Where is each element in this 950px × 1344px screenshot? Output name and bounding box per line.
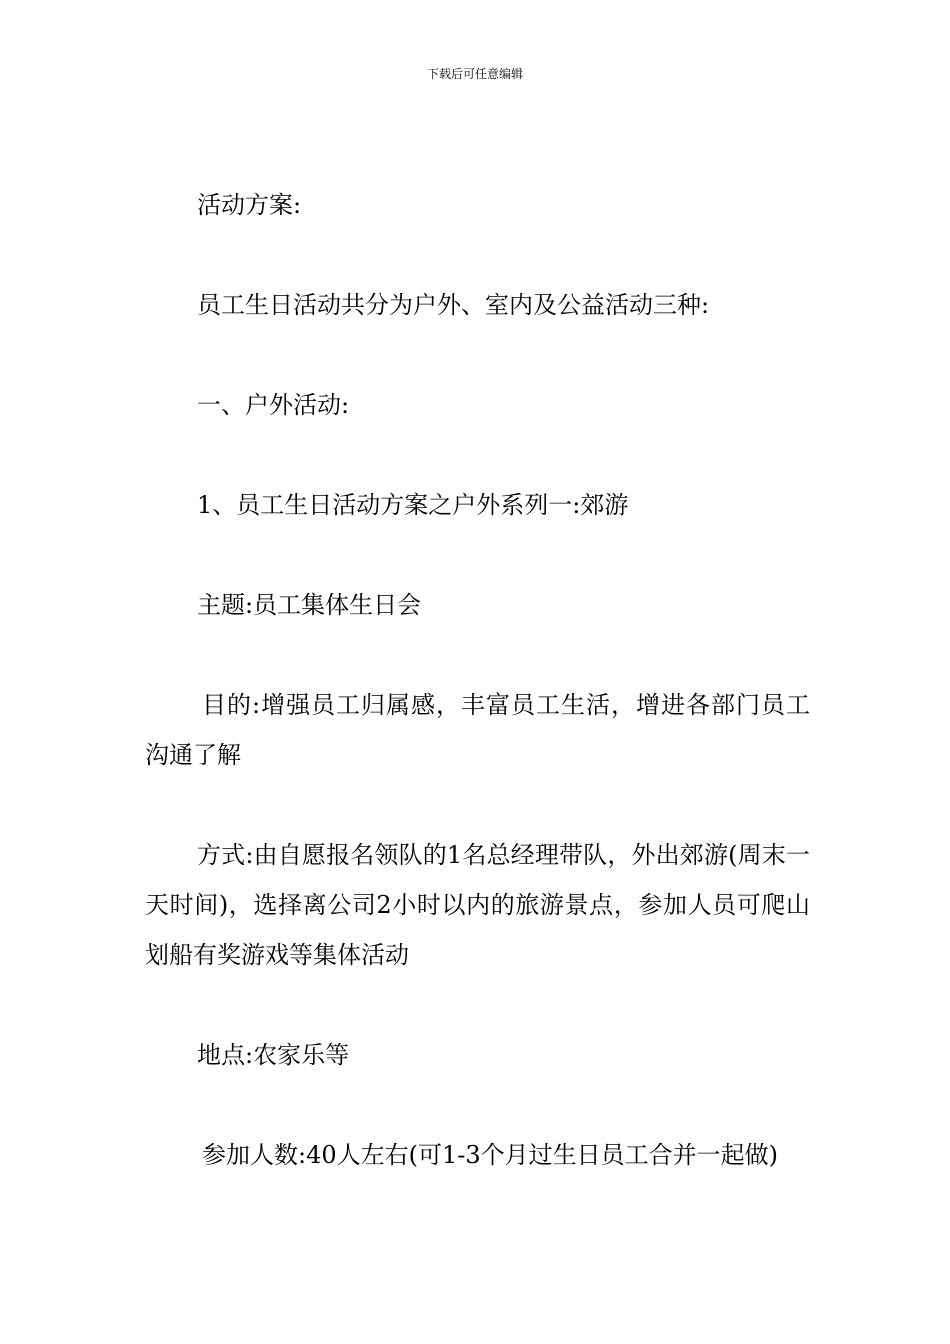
document-body xyxy=(145,180,810,1230)
heading-outdoor-activities: 一、户外活动: xyxy=(197,391,350,419)
paragraph-purpose: 目的:增强员工归属感，丰富员工生活，增进各部门员工沟通了解 xyxy=(145,691,810,769)
paragraph-location: 地点:农家乐等 xyxy=(197,1041,350,1069)
heading-outdoor-series-one: 1、员工生日活动方案之户外系列一:郊游 xyxy=(197,491,629,519)
paragraph-participants: 参加人数:40人左右(可1-3个月过生日员工合并一起做) xyxy=(202,1141,778,1169)
paragraph-activity-types: 员工生日活动共分为户外、室内及公益活动三种: xyxy=(197,291,710,319)
page-header-note: 下载后可任意编辑 xyxy=(426,67,523,81)
heading-activity-plan: 活动方案: xyxy=(197,191,302,219)
paragraph-method: 方式:由自愿报名领队的1名总经理带队，外出郊游(周末一天时间)，选择离公司2小时以内的旅游景点，参加人员可爬山划船有奖游戏等集体活动 xyxy=(145,841,810,969)
paragraph-theme: 主题:员工集体生日会 xyxy=(197,591,422,619)
